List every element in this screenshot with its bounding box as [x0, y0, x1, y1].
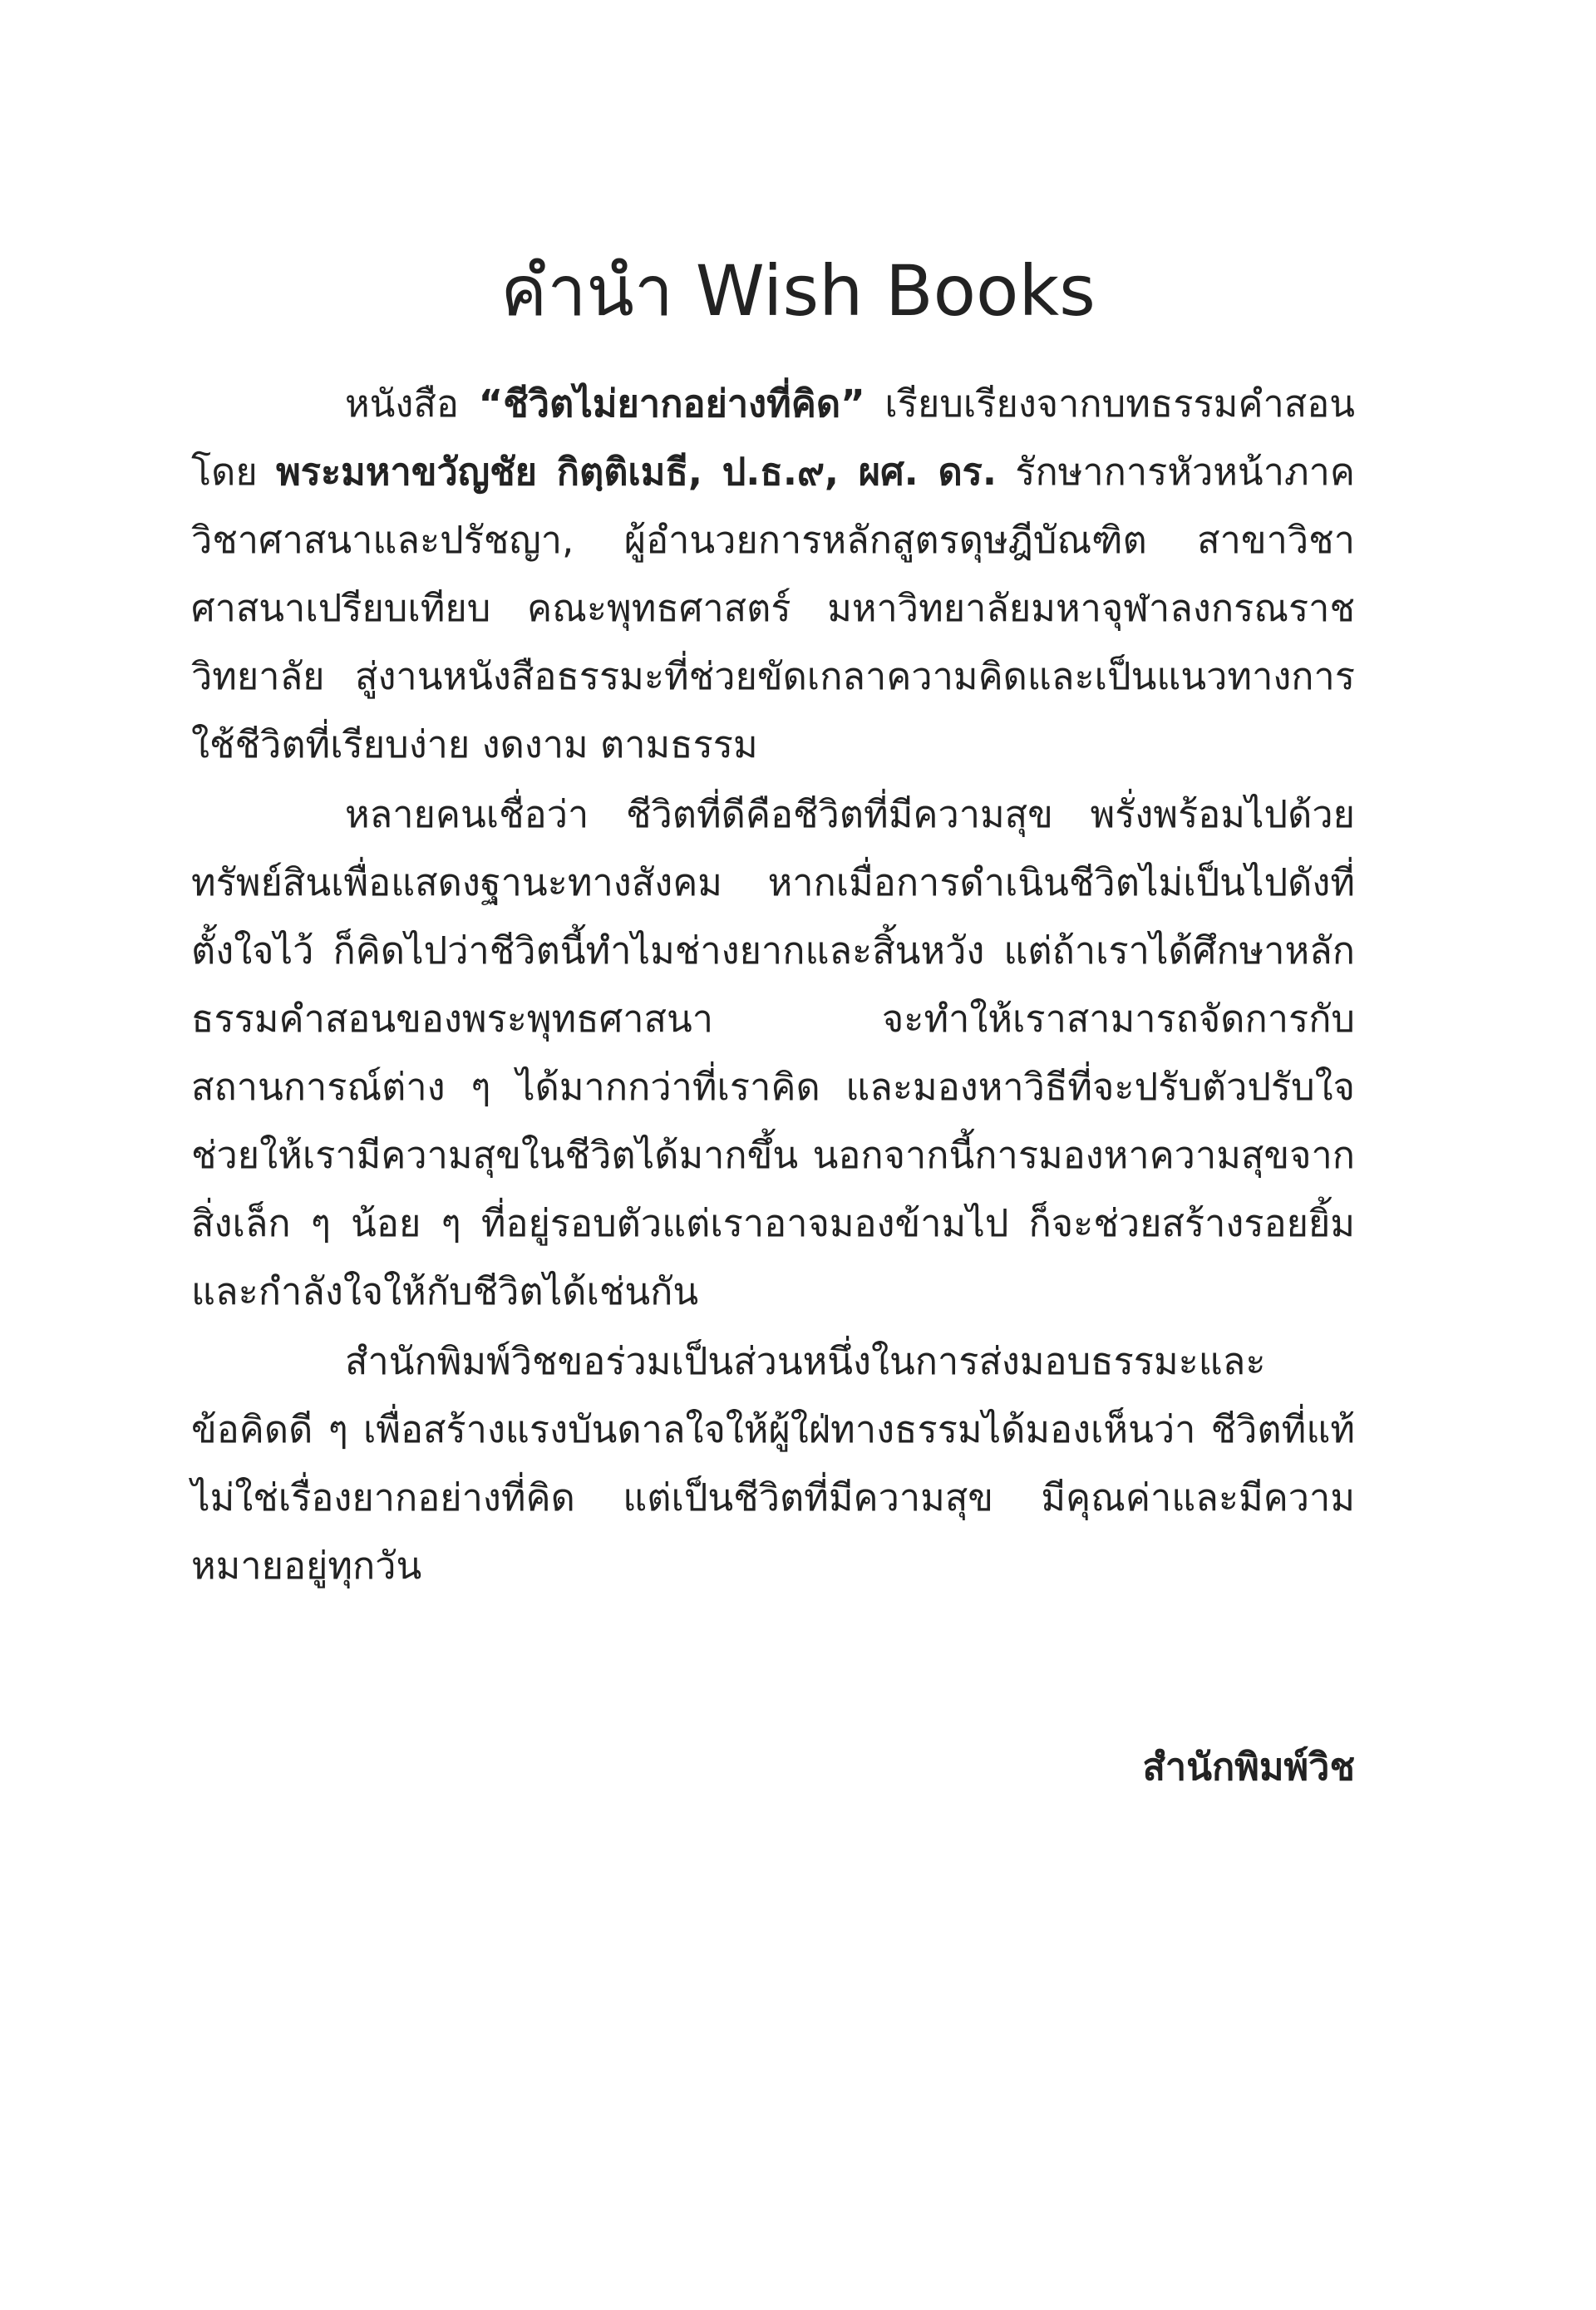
- paragraph-1-prefix: หนังสือ: [345, 382, 479, 426]
- paragraph-1: [191, 370, 1355, 779]
- foreword-body: [191, 370, 1355, 1600]
- paragraph-1-middle: เรียบเรียงจากบทธรรมคำสอน โดย: [191, 382, 1355, 494]
- paragraph-3: สำนักพิมพ์วิชขอร่วมเป็นส่วนหนึ่งในการส่งมอบธรรมะและข้อคิดดี ๆ เพื่อสร้างแรงบันดาลใจให้ผู้ใฝ่ทางธรรมได้มองเห็นว่า ชีวิตที่แท้ไม่ใช่เรื่องยากอย่างที่คิด แต่เป็นชีวิตที่มีความสุข มีคุณค่าและมีความหมายอยู่ทุกวัน: [191, 1339, 1355, 1588]
- author-name: พระมหาขวัญชัย กิตฺติเมธี, ป.ธ.๙, ผศ. ดร.: [276, 450, 997, 494]
- publisher-signature: สำนักพิมพ์วิช: [1142, 1745, 1355, 1789]
- paragraph-2: หลายคนเชื่อว่า ชีวิตที่ดีคือชีวิตที่มีความสุข พรั่งพร้อมไปด้วยทรัพย์สินเพื่อแสดงฐานะทางสังคม หากเมื่อการดำเนินชีวิตไม่เป็นไปดังที่ตั้งใจไว้ ก็คิดไปว่าชีวิตนี้ทำไมช่างยากและสิ้นหวัง แต่ถ้าเราได้ศึกษาหลักธรรมคำสอนของพระพุทธศาสนา จะทำให้เราสามารถจัดการกับสถานการณ์ต่าง ๆ ได้มากกว่าที่เราคิด และมองหาวิธีที่จะปรับตัวปรับใจช่วยให้เรามีความสุขในชีวิตได้มากขึ้น นอกจากนี้การมองหาความสุขจากสิ่งเล็ก ๆ น้อย ๆ ที่อยู่รอบตัวแต่เราอาจมองข้ามไป ก็จะช่วยสร้างรอยยิ้มและกำลังใจให้กับชีวิตได้เช่นกัน: [191, 792, 1355, 1313]
- book-title: “ชีวิตไม่ยากอย่างที่คิด”: [478, 382, 865, 426]
- page-title: คำนำ Wish Books: [500, 250, 1096, 332]
- paragraph-1-suffix: รักษาการหัวหน้าภาควิชาศาสนาและปรัชญา, ผู้อำนวยการหลักสูตรดุษฎีบัณฑิต สาขาวิชาศาสนาเปรียบเทียบ คณะพุทธศาสตร์ มหาวิทยาลัยมหาจุฬาลงกรณราชวิทยาลัย สู่งานหนังสือธรรมะที่ช่วยขัดเกลาความคิดและเป็นแนวทางการใช้ชีวิตที่เรียบง่าย งดงาม ตามธรรม: [191, 450, 1355, 766]
